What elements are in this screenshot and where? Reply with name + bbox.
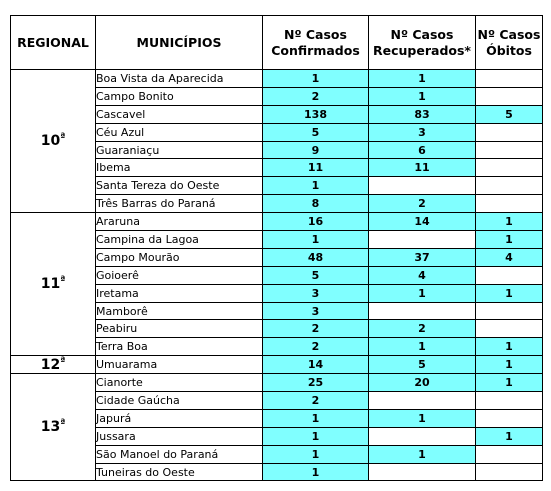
recuperados-cell: 6 [369,141,476,159]
confirmados-cell: 5 [263,266,369,284]
recuperados-cell: 14 [369,213,476,231]
municipio-cell: Três Barras do Paraná [96,195,263,213]
recuperados-cell: 1 [369,409,476,427]
confirmados-cell: 2 [263,320,369,338]
confirmados-cell: 1 [263,463,369,481]
municipio-cell: Mamborê [96,302,263,320]
confirmados-cell: 2 [263,338,369,356]
regional-cell: $10^ª$ [11,70,96,213]
regional-cell: $11^ª$ [11,213,96,356]
table-row [11,356,543,374]
recuperados-cell: 5 [369,356,476,374]
recuperados-cell: 1 [369,445,476,463]
municipio-cell: Guaraniaçu [96,141,263,159]
obitos-cell [476,70,543,88]
recuperados-cell: 1 [369,70,476,88]
confirmados-cell: 14 [263,356,369,374]
obitos-cell [476,266,543,284]
municipio-cell: Iretama [96,284,263,302]
table-row [11,374,543,392]
recuperados-cell: 11 [369,159,476,177]
municipio-cell: Terra Boa [96,338,263,356]
municipio-cell: Jussara [96,427,263,445]
regional-cell: $12^ª$ [11,356,96,374]
obitos-cell: 1 [476,356,543,374]
obitos-cell [476,320,543,338]
municipio-cell: Peabiru [96,320,263,338]
recuperados-cell: 83 [369,105,476,123]
municipio-cell: Cianorte [96,374,263,392]
obitos-cell [476,463,543,481]
confirmados-cell: 1 [263,70,369,88]
confirmados-cell: 11 [263,159,369,177]
municipio-cell: Santa Tereza do Oeste [96,177,263,195]
obitos-cell: 1 [476,284,543,302]
municipio-cell: Umuarama [96,356,263,374]
recuperados-cell [369,231,476,249]
recuperados-cell [369,177,476,195]
obitos-cell: 1 [476,427,543,445]
table-row [11,213,543,231]
recuperados-cell: 2 [369,320,476,338]
recuperados-cell [369,392,476,410]
confirmados-cell: 5 [263,123,369,141]
confirmados-cell: 3 [263,302,369,320]
recuperados-cell: 3 [369,123,476,141]
obitos-cell: 1 [476,213,543,231]
recuperados-cell: 1 [369,284,476,302]
obitos-cell [476,409,543,427]
recuperados-cell: 37 [369,248,476,266]
confirmados-cell: 138 [263,105,369,123]
recuperados-cell [369,302,476,320]
obitos-cell [476,177,543,195]
regional-cell: $13^ª$ [11,374,96,481]
obitos-cell [476,141,543,159]
confirmados-cell: 25 [263,374,369,392]
header-regional: REGIONAL [11,16,96,70]
header-row [11,16,543,70]
municipio-cell: Campo Mourão [96,248,263,266]
obitos-cell [476,159,543,177]
table-body [11,70,543,481]
municipio-cell: Japurá [96,409,263,427]
municipio-cell: Cidade Gaúcha [96,392,263,410]
recuperados-cell: 1 [369,338,476,356]
recuperados-cell [369,427,476,445]
table-row [11,70,543,88]
header-confirmados: Nº Casos Confirmados [263,16,369,70]
recuperados-cell: 1 [369,87,476,105]
confirmados-cell: 1 [263,231,369,249]
municipio-cell: Campina da Lagoa [96,231,263,249]
recuperados-cell [369,463,476,481]
municipio-cell: Goioerê [96,266,263,284]
recuperados-cell: 20 [369,374,476,392]
confirmados-cell: 16 [263,213,369,231]
municipio-cell: Campo Bonito [96,87,263,105]
obitos-cell [476,392,543,410]
header-municipios: MUNICÍPIOS [96,16,263,70]
obitos-cell: 1 [476,374,543,392]
confirmados-cell: 2 [263,87,369,105]
recuperados-cell: 2 [369,195,476,213]
recuperados-cell: 4 [369,266,476,284]
obitos-cell: 4 [476,248,543,266]
obitos-cell: 1 [476,231,543,249]
confirmados-cell: 1 [263,409,369,427]
confirmados-cell: 1 [263,445,369,463]
municipio-cell: Cascavel [96,105,263,123]
obitos-cell: 1 [476,338,543,356]
obitos-cell [476,87,543,105]
municipio-cell: Boa Vista da Aparecida [96,70,263,88]
municipio-cell: São Manoel do Paraná [96,445,263,463]
obitos-cell [476,302,543,320]
obitos-cell [476,445,543,463]
confirmados-cell: 1 [263,177,369,195]
confirmados-cell: 8 [263,195,369,213]
confirmados-cell: 3 [263,284,369,302]
obitos-cell: 5 [476,105,543,123]
header-obitos: Nº Casos Óbitos [476,16,543,70]
municipio-cell: Ibema [96,159,263,177]
municipio-cell: Araruna [96,213,263,231]
confirmados-cell: 48 [263,248,369,266]
obitos-cell [476,123,543,141]
header-recuperados: Nº Casos Recuperados* [369,16,476,70]
municipio-cell: Céu Azul [96,123,263,141]
municipio-cell: Tuneiras do Oeste [96,463,263,481]
covid-cases-table [10,15,543,481]
obitos-cell [476,195,543,213]
confirmados-cell: 2 [263,392,369,410]
confirmados-cell: 1 [263,427,369,445]
confirmados-cell: 9 [263,141,369,159]
